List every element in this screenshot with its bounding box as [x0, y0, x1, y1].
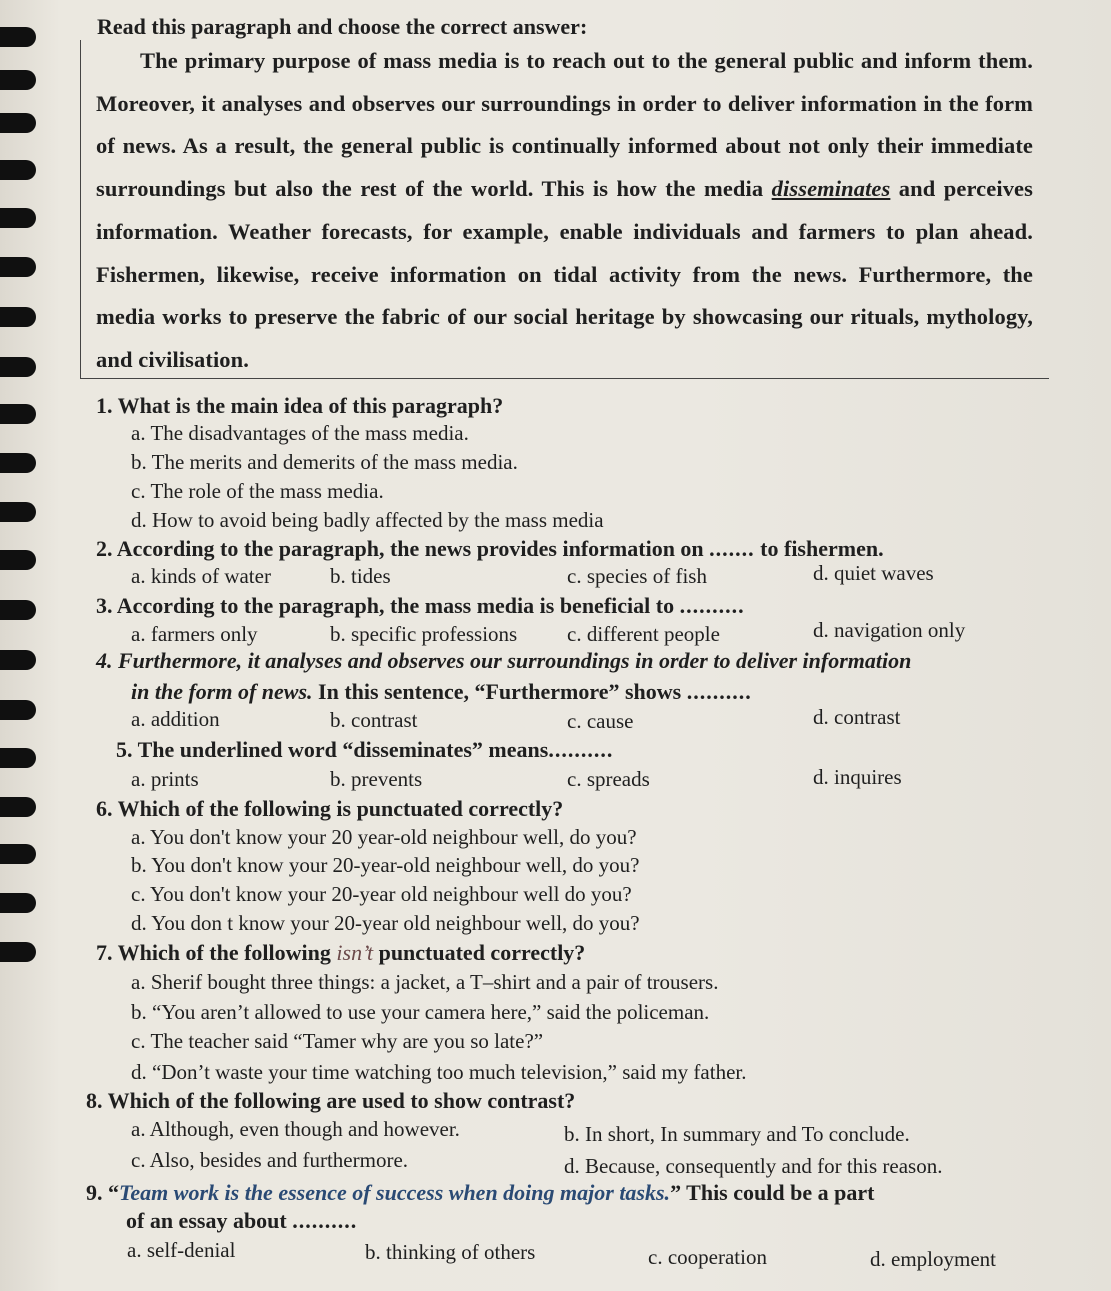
question-7 [96, 940, 585, 966]
reading-passage [80, 40, 1049, 379]
question-3 [96, 593, 745, 619]
question-7-option-b[interactable]: b. “You aren’t allowed to use your camera here,” said the policeman. [131, 1000, 710, 1024]
question-9-option-a[interactable]: a. self-denial [127, 1238, 236, 1262]
question-6-option-a[interactable]: a. You don't know your 20 year-old neighbour well, do you? [131, 825, 637, 849]
question-3-blank: .......... [679, 593, 745, 618]
question-9-blank: .......... [292, 1208, 358, 1233]
question-1-option-c[interactable]: c. The role of the mass media. [131, 479, 384, 503]
question-2-option-b[interactable]: b. tides [330, 564, 391, 588]
question-2-option-c[interactable]: c. species of fish [567, 564, 707, 588]
question-9-line-2 [126, 1208, 357, 1234]
question-4-blank: .......... [686, 679, 752, 704]
question-7-option-a[interactable]: a. Sherif bought three things: a jacket, a T–shirt and a pair of trousers. [131, 970, 719, 994]
question-3-option-b[interactable]: b. specific professions [330, 622, 518, 646]
question-3-option-a[interactable]: a. farmers only [131, 622, 258, 646]
question-2-text: 2. According to the paragraph, the news provides information on [96, 536, 704, 561]
question-5-option-c[interactable]: c. spreads [567, 767, 650, 791]
question-6-option-b[interactable]: b. You don't know your 20-year-old neighbour well, do you? [131, 853, 640, 877]
underlined-word: disseminates [771, 176, 891, 202]
question-4-italic: in the form of news. [131, 679, 313, 704]
question-2-text-after: to fishermen. [760, 536, 884, 561]
question-5 [116, 737, 613, 763]
question-8: 8. Which of the following are used to show contrast? [86, 1088, 576, 1113]
question-9-line-1 [86, 1180, 874, 1206]
question-4-option-d[interactable]: d. contrast [813, 705, 901, 729]
question-3-option-c[interactable]: c. different people [567, 622, 720, 646]
question-7-option-c[interactable]: c. The teacher said “Tamer why are you so late?” [131, 1029, 544, 1053]
question-4-rest: In this sentence, “Furthermore” shows [318, 679, 682, 704]
passage-text [96, 40, 1033, 382]
instructions-heading: Read this paragraph and choose the correct answer: [97, 14, 588, 39]
question-1: 1. What is the main idea of this paragraph? [96, 393, 504, 418]
question-8-option-a[interactable]: a. Although, even though and however. [131, 1117, 460, 1141]
question-7-italic: isn’t [336, 940, 374, 965]
question-6-option-c[interactable]: c. You don't know your 20-year old neighbour well do you? [131, 882, 632, 906]
question-6-option-d[interactable]: d. You don t know your 20-year old neighbour well, do you? [131, 911, 640, 935]
question-1-option-a[interactable]: a. The disadvantages of the mass media. [131, 421, 469, 445]
question-4-line-2 [131, 679, 752, 705]
question-9-option-b[interactable]: b. thinking of others [365, 1240, 536, 1264]
question-7-text-before: 7. Which of the following [96, 940, 331, 965]
question-9-quote: Team work is the essence of success when doing major tasks. [119, 1180, 671, 1205]
question-3-text: 3. According to the paragraph, the mass media is beneficial to [96, 593, 675, 618]
question-4-option-c[interactable]: c. cause [567, 709, 634, 733]
question-8-option-b[interactable]: b. In short, In summary and To conclude. [564, 1122, 910, 1146]
question-5-option-a[interactable]: a. prints [131, 767, 199, 791]
question-9-option-d[interactable]: d. employment [870, 1247, 996, 1271]
question-4-option-a[interactable]: a. addition [131, 707, 220, 731]
question-4-line-1: 4. Furthermore, it analyses and observes our surroundings in order to deliver information [96, 648, 912, 673]
question-7-text-after: punctuated correctly? [378, 940, 586, 965]
question-8-option-d[interactable]: d. Because, consequently and for this reason. [564, 1154, 943, 1178]
question-2 [96, 536, 884, 562]
question-1-option-b[interactable]: b. The merits and demerits of the mass media. [131, 450, 518, 474]
question-2-option-a[interactable]: a. kinds of water [131, 564, 271, 588]
question-5-option-d[interactable]: d. inquires [813, 765, 902, 789]
binder-holes [0, 0, 70, 1291]
question-5-text: 5. The underlined word “disseminates” means [116, 737, 549, 762]
question-6: 6. Which of the following is punctuated correctly? [96, 796, 564, 821]
question-5-option-b[interactable]: b. prevents [330, 767, 423, 791]
question-7-option-d[interactable]: d. “Don’t waste your time watching too much television,” said my father. [131, 1060, 747, 1084]
question-9-option-c[interactable]: c. cooperation [648, 1245, 767, 1269]
question-3-option-d[interactable]: d. navigation only [813, 618, 966, 642]
question-4-option-b[interactable]: b. contrast [330, 708, 418, 732]
question-5-blank: .......... [548, 737, 614, 762]
question-1-option-d[interactable]: d. How to avoid being badly affected by the mass media [131, 508, 604, 532]
question-8-option-c[interactable]: c. Also, besides and furthermore. [131, 1148, 409, 1172]
question-2-option-d[interactable]: d. quiet waves [813, 561, 934, 585]
question-2-blank: ....... [709, 536, 755, 561]
passage-text-before: The primary purpose of mass media is to reach out to the general public and inform them. Moreover, it analyses and observes our surroundings in order to deliver information in the form of news. As a result, the general public is continually informed about not only their immediate surroundings but also the rest of the world. This is how the media [96, 48, 1033, 202]
question-9-prefix: 9. “ [86, 1180, 119, 1205]
passage-text-after: and perceives information. Weather forecasts, for example, enable individuals and farmers to plan ahead. Fishermen, likewise, receive information on tidal activity from the news. Furthermore, the media works to preserve the fabric of our social heritage by showcasing our rituals, mythology, and civilisation. [96, 176, 1033, 372]
question-9-text-line2: of an essay about [126, 1208, 287, 1233]
question-9-text-after: ” This could be a part [670, 1180, 875, 1205]
